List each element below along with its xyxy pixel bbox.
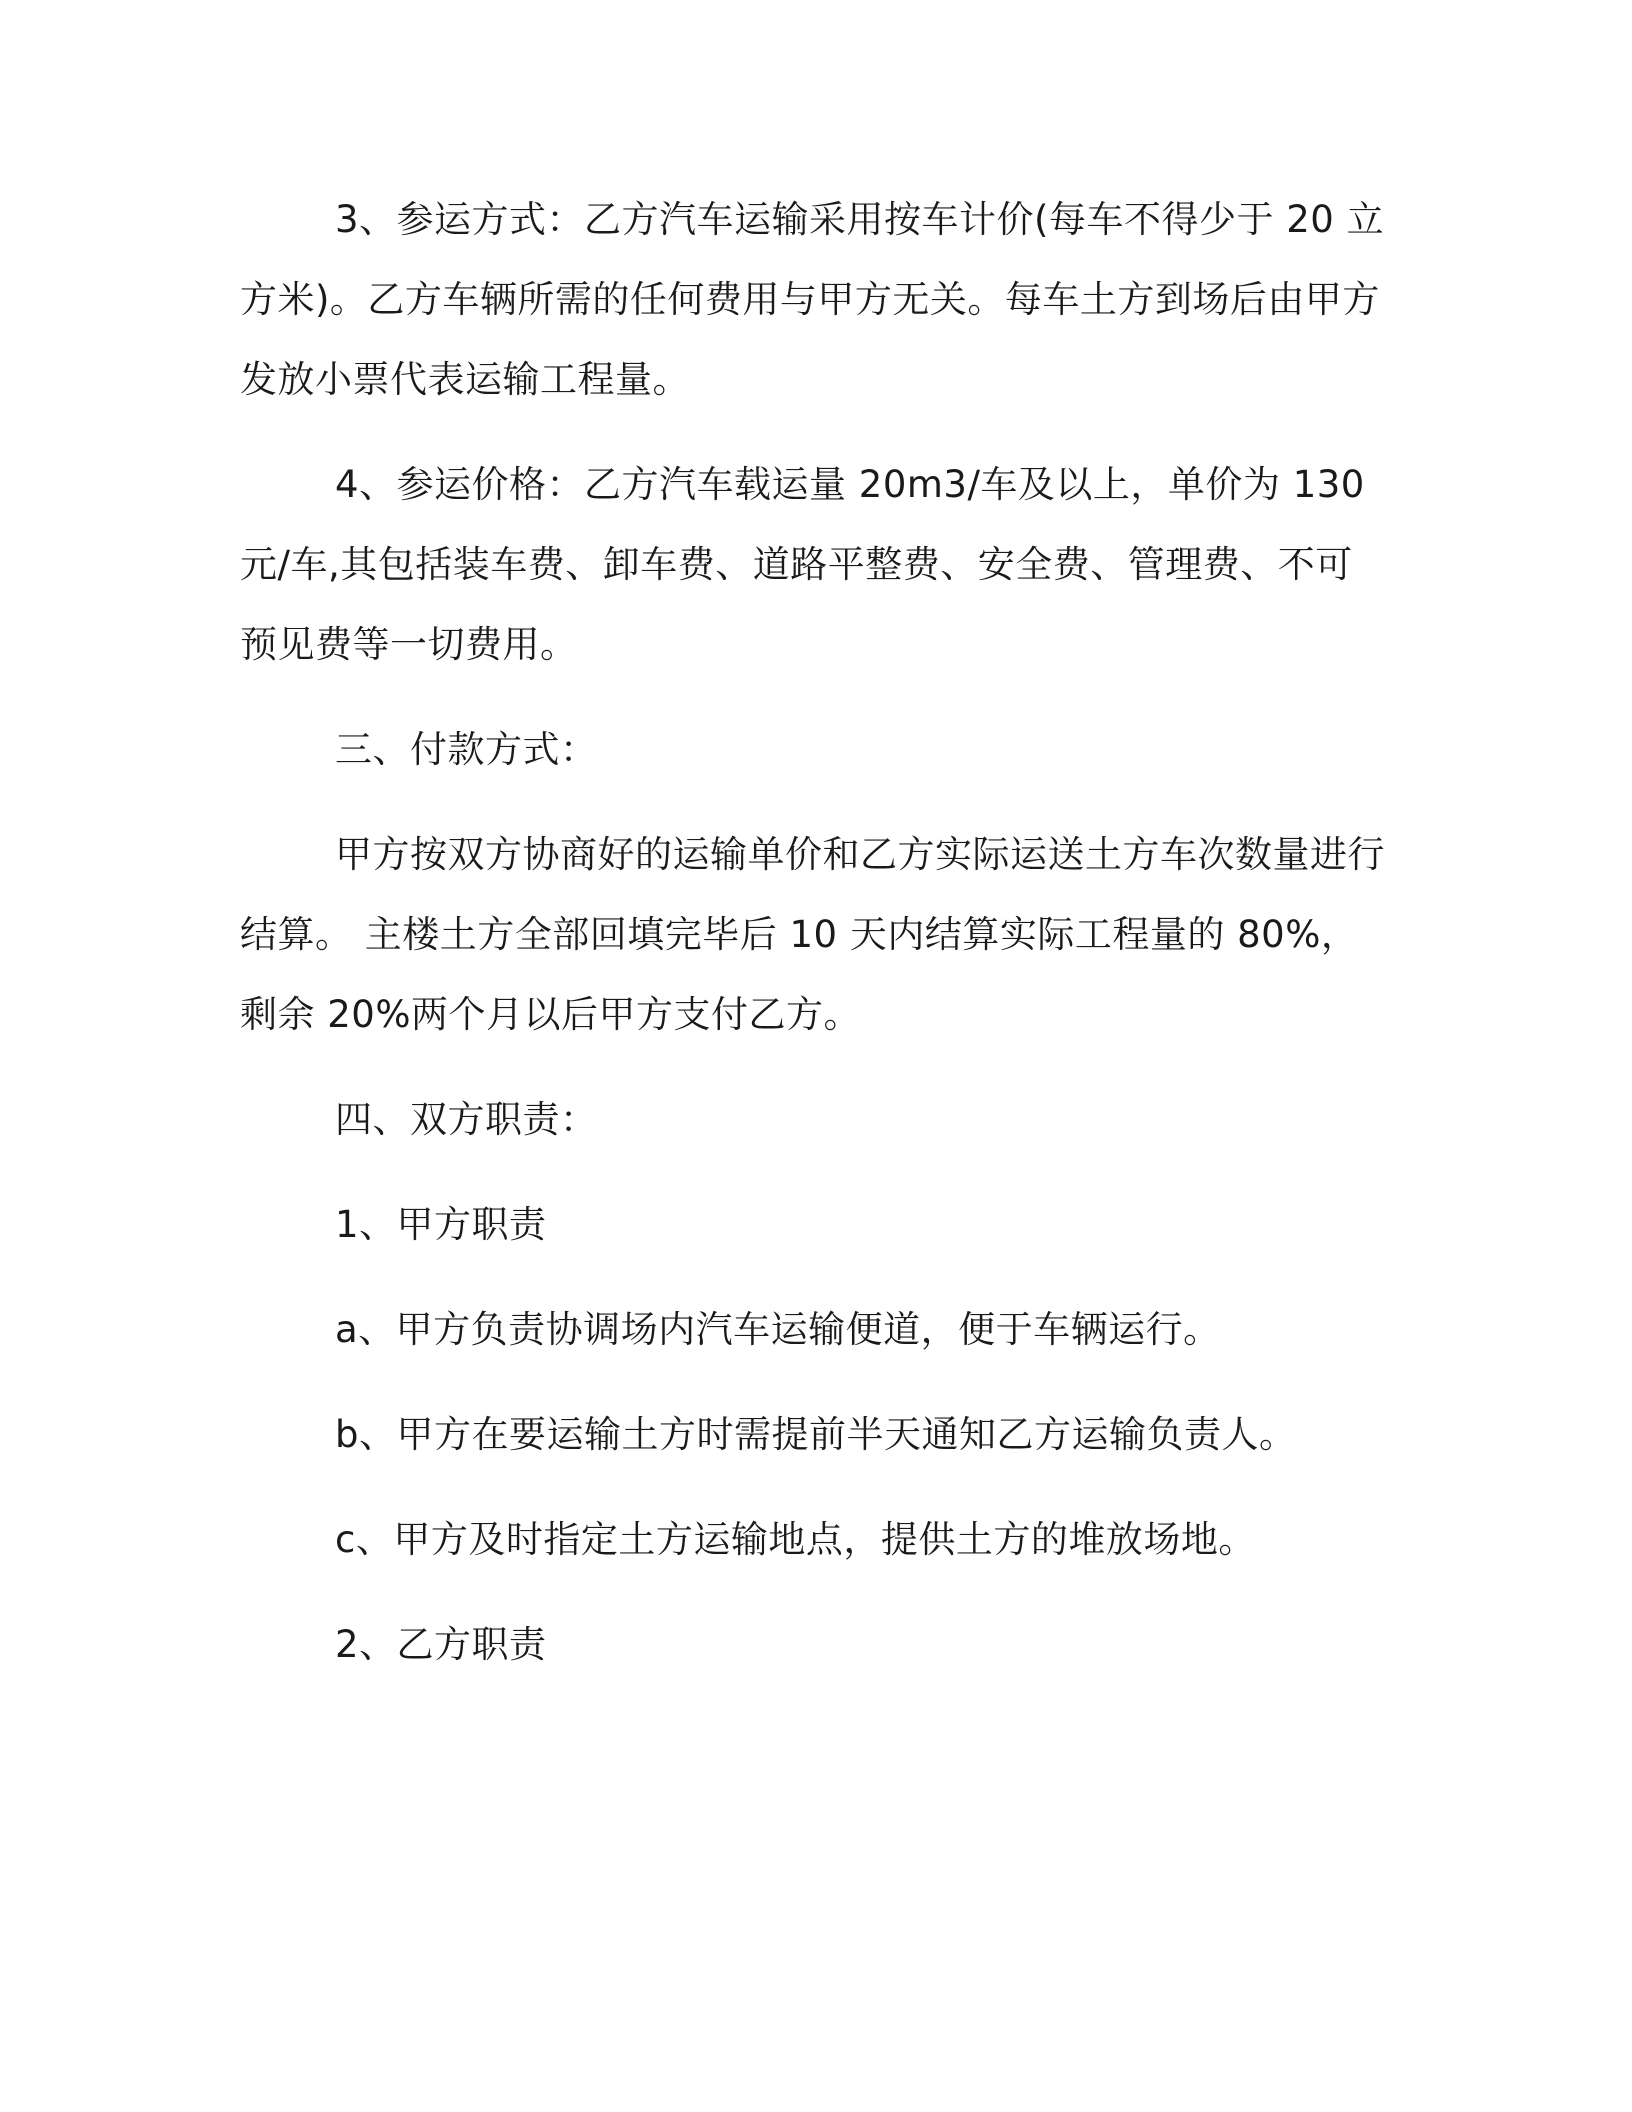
heading-responsibilities: 四、双方职责： [335, 1098, 598, 1141]
list-item-party-a-a: a、甲方负责协调场内汽车运输便道，便于车辆运行。 [335, 1308, 1221, 1351]
document-body [240, 180, 1390, 1710]
list-item-party-a-b: b、甲方在要运输土方时需提前半天通知乙方运输负责人。 [335, 1413, 1297, 1456]
paragraph-transport-price: 4、参运价格：乙方汽车载运量 20m3/车及以上，单价为 130 元/车,其包括装车费、卸车费、道路平整费、安全费、管理费、不可预见费等一切费用。 [240, 463, 1365, 666]
paragraph-payment-terms: 甲方按双方协商好的运输单价和乙方实际运送土方车次数量进行结算。 主楼土方全部回填完毕后 10 天内结算实际工程量的 80%，剩余 20%两个月以后甲方支付乙方。 [240, 833, 1385, 1036]
subheading-party-b-duties: 2、乙方职责 [335, 1623, 547, 1666]
paragraph-transport-method: 3、参运方式：乙方汽车运输采用按车计价(每车不得少于 20 立方米)。乙方车辆所需的任何费用与甲方无关。每车土方到场后由甲方发放小票代表运输工程量。 [240, 198, 1385, 401]
list-item-party-a-c: c、甲方及时指定土方运输地点，提供土方的堆放场地。 [335, 1518, 1256, 1561]
heading-payment-method: 三、付款方式： [335, 728, 598, 771]
subheading-party-a-duties: 1、甲方职责 [335, 1203, 547, 1246]
